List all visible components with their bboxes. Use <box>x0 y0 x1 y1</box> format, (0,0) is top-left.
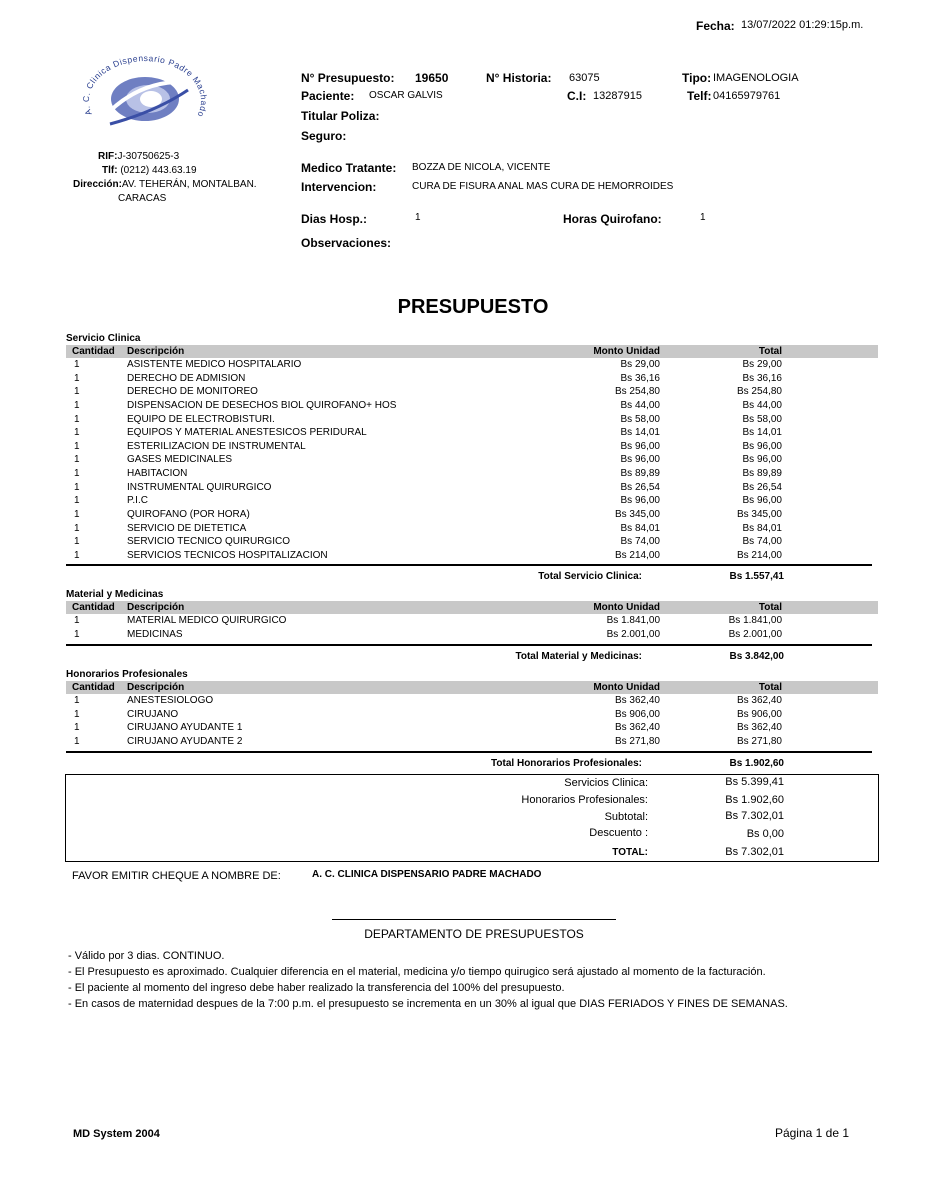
fecha-value: 13/07/2022 01:29:15p.m. <box>741 19 864 31</box>
presupuesto-label: N° Presupuesto: <box>301 71 395 85</box>
col-total: Total <box>758 346 782 357</box>
row-desc: DISPENSACION DE DESECHOS BIOL QUIROFANO+ HOS <box>127 399 397 411</box>
row-total: Bs 74,00 <box>742 536 782 548</box>
table-row <box>66 467 878 481</box>
row-desc: CIRUJANO AYUDANTE 2 <box>127 735 243 747</box>
row-desc: DERECHO DE ADMISION <box>127 372 246 384</box>
table-row <box>66 372 878 386</box>
intervencion-label: Intervencion: <box>301 180 377 194</box>
summary-honorarios-value: Bs 1.902,60 <box>725 794 784 806</box>
row-unit: Bs 26,54 <box>620 481 660 493</box>
row-qty: 1 <box>74 427 80 439</box>
row-total: Bs 906,00 <box>736 708 782 720</box>
table-row <box>66 453 878 467</box>
table-row <box>66 440 878 454</box>
table-header <box>66 681 878 694</box>
table-body <box>66 358 878 563</box>
paciente-label: Paciente: <box>301 89 355 103</box>
row-total: Bs 14,01 <box>742 427 782 439</box>
col-cantidad: Cantidad <box>72 346 115 357</box>
row-desc: CIRUJANO <box>127 708 179 720</box>
seguro-label: Seguro: <box>301 129 347 143</box>
table-row <box>66 399 878 413</box>
telf-label: Telf: <box>687 89 712 103</box>
summary-servicios-label: Servicios Clinica: <box>564 777 648 789</box>
summary-honorarios-label: Honorarios Profesionales: <box>521 794 648 806</box>
cheque-value: A. C. CLINICA DISPENSARIO PADRE MACHADO <box>312 869 542 880</box>
tipo-label: Tipo: <box>682 71 712 85</box>
historia-value: 63075 <box>569 72 600 84</box>
table-row <box>66 708 878 722</box>
row-unit: Bs 2.001,00 <box>606 628 660 640</box>
table-row <box>66 385 878 399</box>
historia-label: N° Historia: <box>486 71 552 85</box>
ci-label: C.I: <box>567 89 587 103</box>
row-qty: 1 <box>74 481 80 493</box>
row-desc: CIRUJANO AYUDANTE 1 <box>127 722 243 734</box>
row-qty: 1 <box>74 454 80 466</box>
section-divider <box>66 644 872 646</box>
total-honorarios-label: Total Honorarios Profesionales: <box>491 758 642 769</box>
clinic-address: Dirección:AV. TEHERÁN, MONTALBAN. <box>73 179 257 190</box>
col-descripcion: Descripción <box>127 682 185 693</box>
medico-label: Medico Tratante: <box>301 161 397 175</box>
row-total: Bs 36,16 <box>742 372 782 384</box>
row-total: Bs 96,00 <box>742 495 782 507</box>
note-item: - El Presupuesto es aproximado. Cualquier diferencia en el material, medicina y/o tiempo quirugico será ajustado al momento de la facturación. <box>68 966 766 978</box>
table-row <box>66 494 878 508</box>
table-header <box>66 601 878 614</box>
row-qty: 1 <box>74 522 80 534</box>
row-total: Bs 44,00 <box>742 399 782 411</box>
table-row <box>66 628 878 642</box>
telf-value: 04165979761 <box>713 90 781 102</box>
row-qty: 1 <box>74 359 80 370</box>
table-row <box>66 358 878 372</box>
row-desc: MATERIAL MEDICO QUIRURGICO <box>127 615 287 626</box>
horas-label: Horas Quirofano: <box>563 212 662 226</box>
presupuesto-value: 19650 <box>415 71 449 85</box>
row-total: Bs 362,40 <box>736 722 782 734</box>
row-desc: EQUIPOS Y MATERIAL ANESTESICOS PERIDURAL <box>127 427 367 439</box>
summary-total-label: TOTAL: <box>612 847 648 858</box>
row-unit: Bs 84,01 <box>620 522 660 534</box>
medico-value: BOZZA DE NICOLA, VICENTE <box>412 162 551 173</box>
table-row <box>66 426 878 440</box>
table-row <box>66 614 878 628</box>
table-body <box>66 614 878 641</box>
row-total: Bs 362,40 <box>736 695 782 706</box>
col-monto: Monto Unidad <box>593 346 660 357</box>
section-honorarios <box>66 669 878 749</box>
table-row <box>66 735 878 749</box>
row-total: Bs 26,54 <box>742 481 782 493</box>
row-unit: Bs 29,00 <box>620 359 660 370</box>
clinic-phone: Tlf: (0212) 443.63.19 <box>102 165 197 176</box>
section-title: Material y Medicinas <box>66 589 164 600</box>
row-qty: 1 <box>74 735 80 747</box>
row-total: Bs 29,00 <box>742 359 782 370</box>
row-total: Bs 96,00 <box>742 454 782 466</box>
row-desc: SERVICIOS TECNICOS HOSPITALIZACION <box>127 549 328 561</box>
row-qty: 1 <box>74 536 80 548</box>
summary-servicios-value: Bs 5.399,41 <box>725 776 784 788</box>
col-cantidad: Cantidad <box>72 682 115 693</box>
row-unit: Bs 906,00 <box>614 708 660 720</box>
row-total: Bs 84,01 <box>742 522 782 534</box>
row-unit: Bs 96,00 <box>620 454 660 466</box>
tipo-value: IMAGENOLOGIA <box>713 72 799 84</box>
table-row <box>66 694 878 708</box>
row-desc: ESTERILIZACION DE INSTRUMENTAL <box>127 440 306 452</box>
col-monto: Monto Unidad <box>593 602 660 613</box>
section-divider <box>66 564 872 566</box>
summary-subtotal-label: Subtotal: <box>604 811 648 823</box>
total-honorarios-value: Bs 1.902,60 <box>729 758 784 769</box>
paciente-value: OSCAR GALVIS <box>369 90 443 101</box>
row-desc: SERVICIO TECNICO QUIRURGICO <box>127 536 290 548</box>
row-unit: Bs 345,00 <box>614 509 660 521</box>
section-material <box>66 589 878 641</box>
row-unit: Bs 362,40 <box>614 722 660 734</box>
row-qty: 1 <box>74 372 80 384</box>
row-qty: 1 <box>74 399 80 411</box>
row-unit: Bs 96,00 <box>620 440 660 452</box>
svg-text:A. C. Clinica Dispensario Padr: A. C. Clinica Dispensario Padre Machado <box>80 53 210 120</box>
row-qty: 1 <box>74 495 80 507</box>
row-qty: 1 <box>74 708 80 720</box>
note-item: - Válido por 3 dias. CONTINUO. <box>68 950 225 962</box>
col-descripcion: Descripción <box>127 602 185 613</box>
row-unit: Bs 362,40 <box>614 695 660 706</box>
row-total: Bs 96,00 <box>742 440 782 452</box>
row-desc: EQUIPO DE ELECTROBISTURI. <box>127 413 275 425</box>
signature-line <box>332 919 616 920</box>
row-qty: 1 <box>74 695 80 706</box>
row-unit: Bs 271,80 <box>614 735 660 747</box>
row-unit: Bs 96,00 <box>620 495 660 507</box>
summary-subtotal-value: Bs 7.302,01 <box>725 810 784 822</box>
row-qty: 1 <box>74 413 80 425</box>
horas-value: 1 <box>700 212 706 223</box>
row-qty: 1 <box>74 549 80 561</box>
dias-label: Dias Hosp.: <box>301 212 368 226</box>
row-unit: Bs 1.841,00 <box>606 615 660 626</box>
section-divider <box>66 751 872 753</box>
clinic-logo <box>70 44 220 139</box>
row-qty: 1 <box>74 386 80 398</box>
row-total: Bs 1.841,00 <box>728 615 782 626</box>
col-descripcion: Descripción <box>127 346 185 357</box>
table-header <box>66 345 878 358</box>
row-desc: ASISTENTE MEDICO HOSPITALARIO <box>127 359 302 370</box>
row-unit: Bs 254,80 <box>614 386 660 398</box>
row-qty: 1 <box>74 615 80 626</box>
summary-descuento-value: Bs 0,00 <box>746 828 784 840</box>
row-desc: GASES MEDICINALES <box>127 454 233 466</box>
row-desc: ANESTESIOLOGO <box>127 695 214 706</box>
row-desc: SERVICIO DE DIETETICA <box>127 522 247 534</box>
row-qty: 1 <box>74 722 80 734</box>
row-unit: Bs 58,00 <box>620 413 660 425</box>
table-row <box>66 549 878 563</box>
table-row <box>66 535 878 549</box>
note-item: - El paciente al momento del ingreso debe haber realizado la transferencia del 100% del presupuesto. <box>68 982 565 994</box>
observaciones-label: Observaciones: <box>301 236 392 250</box>
total-servicio-label: Total Servicio Clinica: <box>538 571 642 582</box>
footer-system: MD System 2004 <box>73 1128 160 1140</box>
total-material-label: Total Material y Medicinas: <box>515 651 642 662</box>
row-desc: MEDICINAS <box>127 628 183 640</box>
row-unit: Bs 74,00 <box>620 536 660 548</box>
row-total: Bs 89,89 <box>742 468 782 480</box>
col-monto: Monto Unidad <box>593 682 660 693</box>
note-item: - En casos de maternidad despues de la 7:00 p.m. el presupuesto se incrementa en un 30% al igual que DIAS FERIADOS Y FINES DE SEMANAS. <box>68 998 788 1010</box>
department-label: DEPARTAMENTO DE PRESUPUESTOS <box>364 927 584 941</box>
table-row <box>66 481 878 495</box>
dias-value: 1 <box>415 212 421 223</box>
table-row <box>66 508 878 522</box>
row-unit: Bs 214,00 <box>614 549 660 561</box>
titular-label: Titular Poliza: <box>301 109 380 123</box>
row-desc: HABITACION <box>127 468 188 480</box>
col-total: Total <box>758 602 782 613</box>
row-desc: DERECHO DE MONITOREO <box>127 386 258 398</box>
row-qty: 1 <box>74 509 80 521</box>
row-total: Bs 345,00 <box>736 509 782 521</box>
row-desc: QUIROFANO (POR HORA) <box>127 509 250 521</box>
row-desc: INSTRUMENTAL QUIRURGICO <box>127 481 272 493</box>
section-title: Honorarios Profesionales <box>66 669 188 680</box>
ci-value: 13287915 <box>593 90 642 102</box>
footer-page: Página 1 de 1 <box>774 1126 849 1140</box>
section-servicio <box>66 333 878 563</box>
table-row <box>66 721 878 735</box>
row-unit: Bs 36,16 <box>620 372 660 384</box>
table-row <box>66 522 878 536</box>
table-body <box>66 694 878 749</box>
row-total: Bs 271,80 <box>736 735 782 747</box>
row-total: Bs 58,00 <box>742 413 782 425</box>
cheque-label: FAVOR EMITIR CHEQUE A NOMBRE DE: <box>72 870 281 882</box>
row-total: Bs 254,80 <box>736 386 782 398</box>
row-qty: 1 <box>74 468 80 480</box>
row-unit: Bs 44,00 <box>620 399 660 411</box>
row-total: Bs 214,00 <box>736 549 782 561</box>
fecha-label: Fecha: <box>696 19 735 33</box>
summary-box <box>65 774 879 862</box>
summary-descuento-label: Descuento : <box>589 827 648 839</box>
total-servicio-value: Bs 1.557,41 <box>729 571 784 582</box>
total-material-value: Bs 3.842,00 <box>729 651 784 662</box>
row-unit: Bs 14,01 <box>620 427 660 439</box>
clinic-rif: RIF:J-30750625-3 <box>98 151 180 162</box>
section-title: Servicio Clinica <box>66 333 141 344</box>
page-title: PRESUPUESTO <box>397 296 549 318</box>
col-total: Total <box>758 682 782 693</box>
row-total: Bs 2.001,00 <box>728 628 782 640</box>
col-cantidad: Cantidad <box>72 602 115 613</box>
clinic-address-city: CARACAS <box>118 193 167 204</box>
row-qty: 1 <box>74 440 80 452</box>
summary-total-value: Bs 7.302,01 <box>725 846 784 858</box>
row-qty: 1 <box>74 628 80 640</box>
intervencion-value: CURA DE FISURA ANAL MAS CURA DE HEMORROIDES <box>412 181 674 192</box>
row-desc: P.I.C <box>127 495 148 507</box>
table-row <box>66 413 878 427</box>
row-unit: Bs 89,89 <box>620 468 660 480</box>
